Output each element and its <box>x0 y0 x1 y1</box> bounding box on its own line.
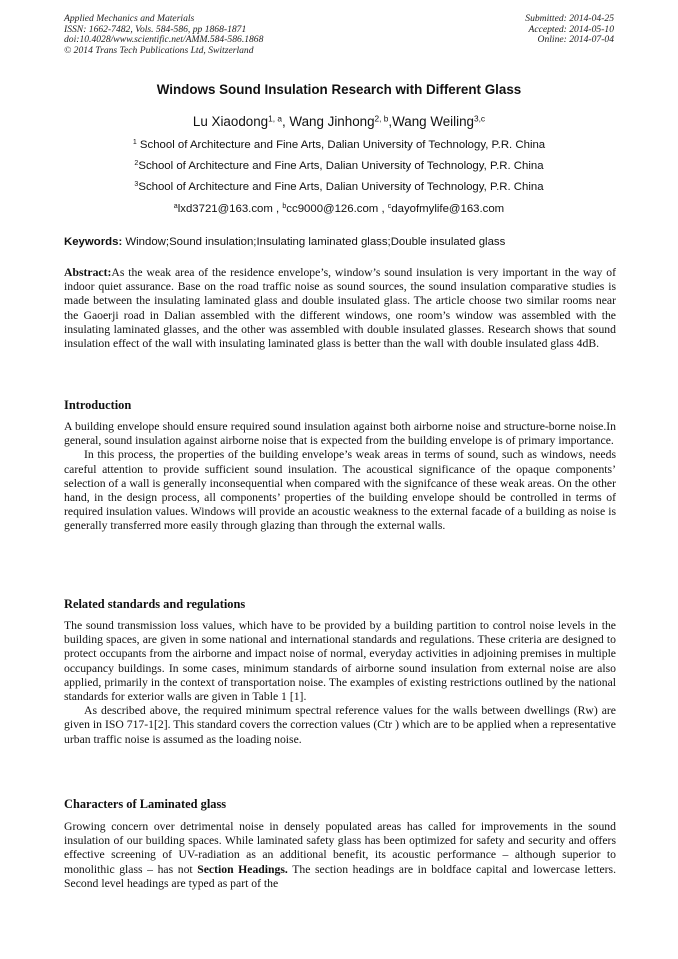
journal-doi: doi:10.4028/www.scientific.net/AMM.584-586.1868 <box>64 34 264 46</box>
abstract-label: Abstract: <box>64 266 112 279</box>
accepted-date: Accepted: 2014-05-10 <box>528 23 614 35</box>
introduction-body <box>64 420 616 534</box>
paragraph: In this process, the properties of the building envelope’s weak areas in terms of sound, such as windows, needs careful attention to provide sufficient sound insulation. The acoustical significance of the opaque components’ selection of a wall is generally inconsequential when compared with the signifcance of these weak areas. On the other hand, in the design process, all components’ properties of the building envelope should be controlled in terms of required insulation values. Windows will provide an acoustic weakness to the external facade of a building as noise is generally transferred more easily through glazing than through the external walls. <box>64 448 616 533</box>
section-heading-introduction: Introduction <box>64 398 132 412</box>
email-address: cc9000@126.com <box>286 203 379 215</box>
online-date: Online: 2014-07-04 <box>537 34 614 46</box>
author-marker: 1, a <box>268 113 282 124</box>
email-address: lxd3721@163.com <box>177 203 273 215</box>
paragraph: A building envelope should ensure required sound insulation against both airborne noise and structure-borne noise.In general, sound insulation against airborne noise that is expected from the building envelope is of primary importance. <box>64 420 616 448</box>
author-list: Lu Xiaodong$^{1, a}$, Wang Jinhong$^{2, b}$,Wang Weiling$^{3,c}$ <box>192 113 486 129</box>
journal-name: Applied Mechanics and Materials <box>64 13 195 24</box>
submitted-date: Submitted: 2014-04-25 <box>525 13 614 24</box>
email-list: $^a$lxd3721@163.com , $^b$cc9000@126.com , $^c$dayofmylife@163.com <box>173 203 505 215</box>
keywords-text: Window;Sound insulation;Insulating laminated glass;Double insulated glass <box>122 236 506 248</box>
email-address: dayofmylife@163.com <box>391 203 505 215</box>
paper-title: Windows Sound Insulation Research with Different Glass <box>156 82 522 97</box>
standards-body <box>64 619 616 747</box>
abstract-text: As the weak area of the residence envelope’s, window’s sound insulation is very important in the way of indoor quiet assurance. Base on the road traffic noise as sound sources, the sound insulation comparative studies is made between the insulating laminated glass and double insulated glass. The article choose two similar rooms near the Gaoerji road in Dalian assembled with the different windows, one room’s window was assembled with the insulating laminated glasses, and the other was assembled with double insulated glasses. Research shows that sound insulation effect of the wall with insulating laminated glass is better than the wall with double insulated glass 4dB. <box>64 266 616 351</box>
author-marker: 2, b <box>374 113 389 124</box>
laminated-glass-body <box>64 820 616 891</box>
submission-dates <box>525 14 614 46</box>
author-name: Lu Xiaodong <box>192 114 269 129</box>
keywords-label: Keywords: <box>64 236 123 248</box>
journal-info <box>64 14 263 56</box>
abstract <box>64 266 616 351</box>
journal-copyright: © 2014 Trans Tech Publications Ltd, Switzerland <box>64 44 254 56</box>
affiliation-1: $^1$ School of Architecture and Fine Arts, Dalian University of Technology, P.R. China <box>132 139 546 151</box>
affiliation-3: $^3$School of Architecture and Fine Arts, Dalian University of Technology, P.R. China <box>134 181 544 193</box>
author-name: Wang Jinhong <box>289 114 375 129</box>
paragraph: Growing concern over detrimental noise in densely populated areas has called for improvements in the sound insulation of our building spaces. While laminated safety glass has been optimized for safety and security and offers effective screening of UV-radiation as an additional benefit, its acoustic performance – although superior to monolithic glass – has not Section Headings. The section headings are in boldface capital and lowercase letters. Second level headings are typed as part of the <box>64 820 616 890</box>
keywords <box>64 236 616 248</box>
paragraph: As described above, the required minimum spectral reference values for the walls between dwellings (Rw) are given in ISO 717-1[2]. This standard covers the correction values (Ctr ) which are to be applied when a representative urban traffic noise is assumed as the loading noise. <box>64 704 616 746</box>
section-heading-standards: Related standards and regulations <box>64 597 246 611</box>
author-name: Wang Weiling <box>392 114 474 129</box>
affiliation-2: $^2$School of Architecture and Fine Arts, Dalian University of Technology, P.R. China <box>134 160 544 172</box>
paragraph: The sound transmission loss values, which have to be provided by a building partition to control noise levels in the building spaces, are given in some national and international standards and regulations. These criteria are designed to protect occupants from the airborne and impact noise of normal, everyday activities in adjoining premises in multiple occupancy buildings. In some cases, minimum standards of airborne sound insulation from external noise are also applied, primarily in the context of transportation noise. The examples of existing restrictions outlined by the national standards for exterior walls are given in Table 1 [1]. <box>64 619 616 704</box>
section-heading-laminated-glass: Characters of Laminated glass <box>64 797 227 811</box>
author-marker: 3,c <box>474 113 486 124</box>
journal-issn: ISSN: 1662-7482, Vols. 584-586, pp 1868-1871 <box>64 23 247 35</box>
